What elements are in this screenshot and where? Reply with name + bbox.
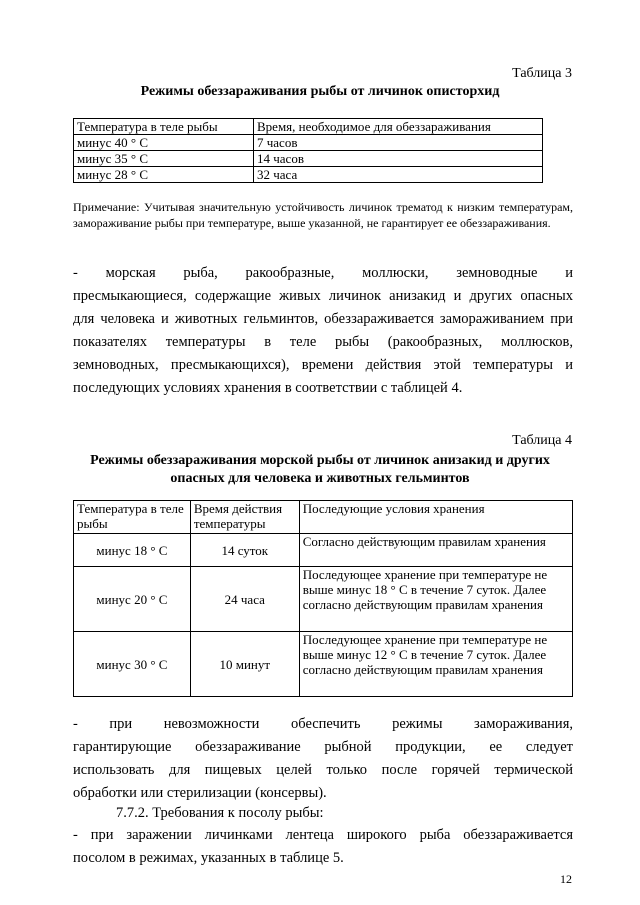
table-cell: 24 часа bbox=[190, 567, 299, 632]
table-header-cell: Время, необходимое для обеззараживания bbox=[254, 119, 543, 135]
table3-caption: Таблица 3 bbox=[512, 66, 572, 81]
table-header-cell: Время действия температуры bbox=[190, 501, 299, 534]
table-cell: Последующее хранение при температуре не выше минус 12 ° С в течение 7 суток. Далее согласно действующим правилам хранения bbox=[299, 632, 572, 697]
paragraph-line: показателях температуры в теле рыбы (ракообразных, моллюсков, bbox=[73, 334, 573, 350]
table-cell: 14 часов bbox=[254, 151, 543, 167]
table4 bbox=[73, 500, 573, 697]
table4-title-line: Режимы обеззараживания морской рыбы от личинок анизакид и других bbox=[90, 453, 550, 468]
table3-title: Режимы обеззараживания рыбы от личинок описторхид bbox=[140, 84, 500, 99]
paragraph-line: последующих условиях хранения в соответствии с таблицей 4. bbox=[73, 380, 463, 396]
table-header-cell: Температура в теле рыбы bbox=[74, 501, 191, 534]
table3-note: Примечание: Учитывая значительную устойчивость личинок трематод к низким температурам, замораживание рыбы при температуре, выше указанной, не гарантирует ее обеззараживания. bbox=[73, 200, 573, 230]
table-cell: минус 18 ° С bbox=[74, 534, 191, 567]
table-row bbox=[74, 167, 543, 183]
paragraph-salting bbox=[73, 824, 573, 870]
page-number: 12 bbox=[560, 872, 572, 886]
table-cell: минус 20 ° С bbox=[74, 567, 191, 632]
table-cell: 10 минут bbox=[190, 632, 299, 697]
table-header-cell: Последующие условия хранения bbox=[299, 501, 572, 534]
paragraph-line: - при невозможности обеспечить режимы замораживания, bbox=[73, 716, 573, 732]
table-row bbox=[74, 567, 573, 632]
table3 bbox=[73, 118, 543, 183]
table-header-cell: Температура в теле рыбы bbox=[74, 119, 254, 135]
table4-title bbox=[0, 452, 640, 488]
table-cell: Последующее хранение при температуре не выше минус 18 ° С в течение 7 суток. Далее согласно действующим правилам хранения bbox=[299, 567, 572, 632]
paragraph-line: использовать для пищевых целей только после горячей термической bbox=[73, 762, 573, 778]
table-cell: минус 35 ° С bbox=[74, 151, 254, 167]
table4-title-line: опасных для человека и животных гельминтов bbox=[170, 471, 470, 486]
table-cell: Согласно действующим правилам хранения bbox=[299, 534, 572, 567]
table-row bbox=[74, 151, 543, 167]
table-cell: минус 30 ° С bbox=[74, 632, 191, 697]
paragraph-line: для человека и животных гельминтов, обеззараживается замораживанием при bbox=[73, 311, 573, 327]
paragraph-line: обработки или стерилизации (консервы). bbox=[73, 785, 327, 801]
paragraph-line: гарантирующие обеззараживание рыбной продукции, ее следует bbox=[73, 739, 573, 755]
table-cell: 14 суток bbox=[190, 534, 299, 567]
table-cell: минус 28 ° С bbox=[74, 167, 254, 183]
paragraph-line: посолом в режимах, указанных в таблице 5. bbox=[73, 850, 344, 866]
section-heading: 7.7.2. Требования к посолу рыбы: bbox=[116, 805, 324, 821]
table-row bbox=[74, 135, 543, 151]
table-row bbox=[74, 632, 573, 697]
paragraph-line: пресмыкающиеся, содержащие живых личинок анизакид и других опасных bbox=[73, 288, 573, 304]
table4-caption: Таблица 4 bbox=[512, 433, 572, 448]
table-header-row bbox=[74, 119, 543, 135]
table-header-row bbox=[74, 501, 573, 534]
paragraph-freezing-impossible bbox=[73, 713, 573, 805]
table-cell: минус 40 ° С bbox=[74, 135, 254, 151]
paragraph-line: земноводных, пресмыкающихся), времени действия этой температуры и bbox=[73, 357, 573, 373]
table-cell: 7 часов bbox=[254, 135, 543, 151]
paragraph-line: - при заражении личинками лентеца широкого рыба обеззараживается bbox=[73, 827, 573, 843]
paragraph-line: - морская рыба, ракообразные, моллюски, земноводные и bbox=[73, 265, 573, 281]
table-row bbox=[74, 534, 573, 567]
paragraph-marine-fish bbox=[73, 262, 573, 400]
table-cell: 32 часа bbox=[254, 167, 543, 183]
